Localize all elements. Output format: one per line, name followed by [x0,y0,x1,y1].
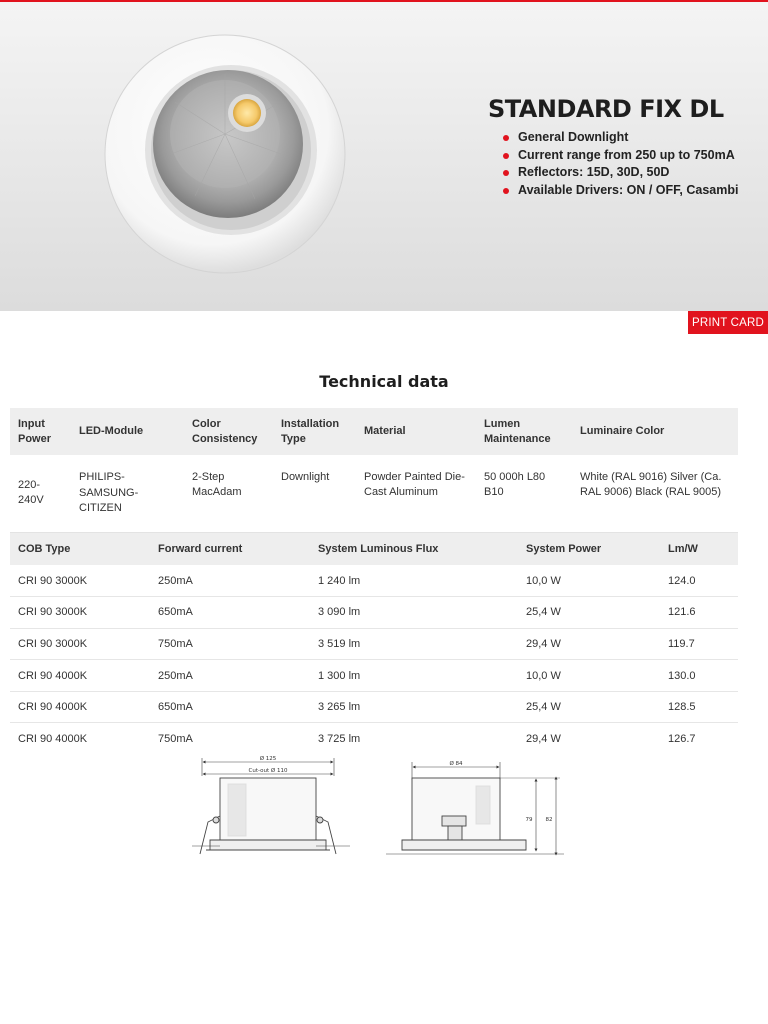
cutout-diameter-label: Cut-out Ø 110 [248,768,288,774]
cob-specs-table [10,533,738,755]
cell-system-power: 29,4 W [518,628,660,660]
header-system-power: System Power [518,533,660,565]
table-row [10,660,738,692]
cell-lm-per-w: 128.5 [660,691,738,723]
header-luminous-flux: System Luminous Flux [310,533,518,565]
dimension-drawings [180,750,570,860]
cell-luminous-flux: 3 265 lm [310,691,518,723]
cell-material: Powder Painted Die-Cast Aluminum [356,455,476,532]
table-header-row [10,533,738,565]
print-card-button[interactable]: PRINT CARD [688,311,768,334]
header-lm-per-w: Lm/W [660,533,738,565]
header-installation-type: Installation Type [273,408,356,455]
table-row [10,455,738,532]
header-forward-current: Forward current [150,533,310,565]
technical-data-title: Technical data [319,372,449,391]
side-height-outer-label: 82 [545,817,553,823]
cell-luminous-flux: 3 090 lm [310,597,518,629]
header-cob-type: COB Type [10,533,150,565]
cell-system-power: 25,4 W [518,691,660,723]
table-row [10,597,738,629]
side-height-inner-label: 79 [525,817,533,823]
cell-system-power: 29,4 W [526,733,561,746]
feature-item: General Downlight [503,129,738,147]
cell-forward-current: 650mA [150,691,310,723]
cell-lm-per-w: 126.7 [668,733,696,746]
feature-item: Available Drivers: ON / OFF, Casambi [503,182,738,200]
table-row [10,565,738,597]
side-width-label: Ø 84 [449,761,463,767]
cell-lumen-maintenance: 50 000h L80 B10 [476,455,572,532]
table-header-row [10,408,738,455]
table-row [10,628,738,660]
cell-forward-current: 250mA [150,565,310,597]
cell-forward-current: 750mA [158,733,193,746]
header-lumen-maintenance: Lumen Maintenance [476,408,572,455]
cell-forward-current: 750mA [150,628,310,660]
cell-luminous-flux: 3 519 lm [310,628,518,660]
side-view-drawing [386,762,564,854]
cell-luminous-flux: 1 300 lm [310,660,518,692]
header-color-consistency: Color Consistency [184,408,273,455]
header-led-module: LED-Module [71,408,184,455]
outer-diameter-label: Ø 125 [259,756,277,762]
hero-banner [0,2,768,311]
cell-forward-current: 650mA [150,597,310,629]
product-title: STANDARD FIX DL [488,95,724,123]
cell-lm-per-w: 124.0 [660,565,738,597]
feature-list [503,129,738,199]
cell-installation-type: Downlight [273,455,356,532]
downlight-product-image [95,24,355,284]
cell-luminous-flux: 3 725 lm [318,733,361,746]
cell-color-consistency: 2-Step MacAdam [184,455,273,532]
cell-luminous-flux: 1 240 lm [310,565,518,597]
cell-cob-type: CRI 90 3000K [10,565,150,597]
cell-system-power: 10,0 W [518,660,660,692]
feature-item: Reflectors: 15D, 30D, 50D [503,164,738,182]
cell-cob-type: CRI 90 3000K [10,597,150,629]
cell-cob-type: CRI 90 3000K [10,628,150,660]
header-luminaire-color: Luminaire Color [572,408,738,455]
header-input-power: Input Power [10,408,71,455]
cell-led-module: PHILIPS-SAMSUNG-CITIZEN [71,455,184,532]
general-specs-table [10,408,738,533]
cell-cob-type: CRI 90 4000K [18,733,88,746]
cell-forward-current: 250mA [150,660,310,692]
header-material: Material [356,408,476,455]
cell-lm-per-w: 121.6 [660,597,738,629]
cell-input-power: 220-240V [10,455,71,532]
cell-luminaire-color: White (RAL 9016) Silver (Ca. RAL 9006) Black (RAL 9005) [572,455,738,532]
table-row [10,691,738,723]
cell-lm-per-w: 119.7 [660,628,738,660]
cell-system-power: 25,4 W [518,597,660,629]
cell-cob-type: CRI 90 4000K [10,691,150,723]
feature-item: Current range from 250 up to 750mA [503,147,738,165]
cell-system-power: 10,0 W [518,565,660,597]
cell-lm-per-w: 130.0 [660,660,738,692]
cell-cob-type: CRI 90 4000K [10,660,150,692]
